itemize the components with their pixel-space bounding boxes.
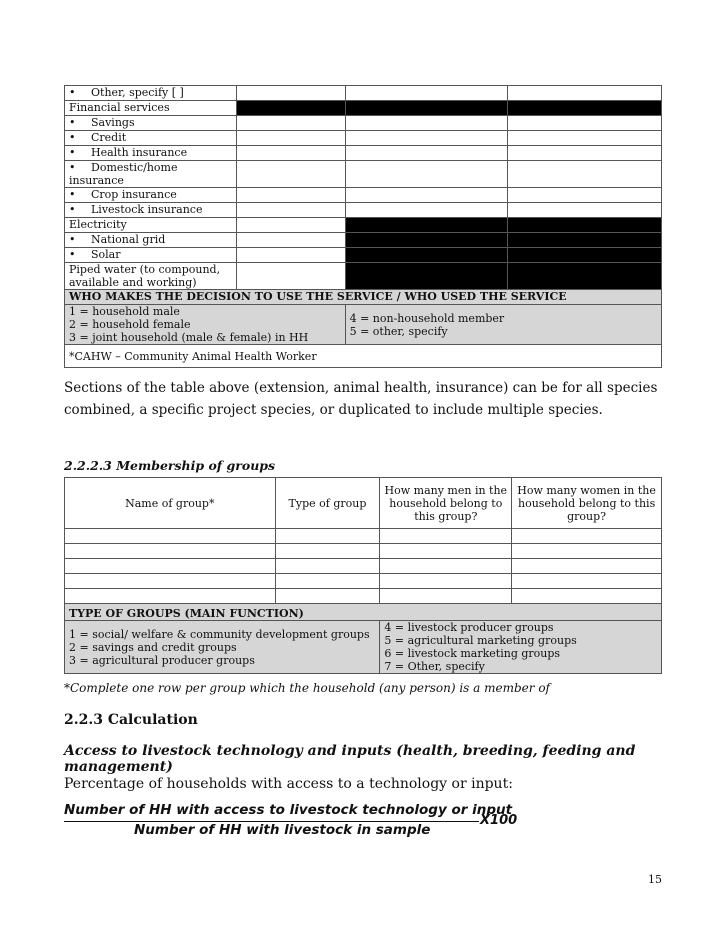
group-entry-cell bbox=[275, 574, 380, 589]
response-cell bbox=[236, 233, 345, 248]
group-entry-cell bbox=[65, 574, 276, 589]
response-cell bbox=[508, 203, 662, 218]
group-row bbox=[65, 574, 662, 589]
bullet-icon: • bbox=[69, 131, 76, 144]
decision-code: 1 = household male bbox=[69, 305, 180, 318]
response-cell bbox=[508, 86, 662, 101]
response-cell bbox=[508, 263, 662, 290]
group-type-code: 2 = savings and credit groups bbox=[69, 640, 237, 654]
service-label: Savings bbox=[91, 116, 135, 129]
service-row bbox=[65, 263, 662, 290]
group-types-header: TYPE OF GROUPS (MAIN FUNCTION) bbox=[65, 604, 662, 621]
group-type-code: 3 = agricultural producer groups bbox=[69, 653, 255, 667]
service-label-cell bbox=[65, 146, 237, 161]
group-row bbox=[65, 529, 662, 544]
service-label-cell bbox=[65, 188, 237, 203]
response-cell bbox=[345, 131, 508, 146]
bullet-icon: • bbox=[69, 86, 76, 99]
response-cell bbox=[236, 203, 345, 218]
service-label: National grid bbox=[91, 233, 166, 246]
group-row bbox=[65, 559, 662, 574]
bullet-icon: • bbox=[69, 248, 76, 261]
decision-code: 4 = non-household member bbox=[349, 311, 505, 325]
response-cell bbox=[236, 86, 345, 101]
bullet-icon: • bbox=[69, 233, 76, 246]
group-column-header: Type of group bbox=[275, 478, 380, 529]
group-entry-cell bbox=[65, 529, 276, 544]
service-row bbox=[65, 146, 662, 161]
service-label: Solar bbox=[91, 248, 121, 261]
response-cell bbox=[345, 146, 508, 161]
response-cell bbox=[236, 101, 345, 116]
bullet-icon: • bbox=[69, 146, 76, 159]
group-column-header: How many women in the household belong to this group? bbox=[512, 478, 662, 529]
group-type-code: 7 = Other, specify bbox=[384, 660, 485, 673]
response-cell bbox=[508, 116, 662, 131]
response-cell bbox=[345, 188, 508, 203]
group-type-code: 6 = livestock marketing groups bbox=[384, 647, 561, 660]
service-row bbox=[65, 116, 662, 131]
response-cell bbox=[345, 233, 508, 248]
group-entry-cell bbox=[65, 544, 276, 559]
response-cell bbox=[345, 116, 508, 131]
section-heading-2223: 2.2.2.3 Membership of groups bbox=[64, 458, 276, 473]
service-label-cell bbox=[65, 263, 237, 290]
service-label: Domestic/home insurance bbox=[69, 161, 178, 187]
service-label-cell bbox=[65, 233, 237, 248]
service-label-cell bbox=[65, 131, 237, 146]
response-cell bbox=[236, 248, 345, 263]
service-label: Health insurance bbox=[91, 146, 188, 159]
service-label-cell bbox=[65, 101, 237, 116]
service-row bbox=[65, 161, 662, 188]
decision-code: 2 = household female bbox=[69, 318, 191, 331]
response-cell bbox=[236, 161, 345, 188]
service-row bbox=[65, 131, 662, 146]
response-cell bbox=[508, 131, 662, 146]
decision-code: 5 = other, specify bbox=[349, 324, 448, 338]
service-label: Crop insurance bbox=[91, 188, 177, 201]
service-label: Financial services bbox=[69, 101, 170, 114]
service-row bbox=[65, 203, 662, 218]
response-cell bbox=[508, 248, 662, 263]
group-type-code: 4 = livestock producer groups bbox=[384, 621, 554, 634]
response-cell bbox=[236, 116, 345, 131]
service-row bbox=[65, 233, 662, 248]
response-cell bbox=[508, 146, 662, 161]
service-label-cell bbox=[65, 248, 237, 263]
group-entry-cell bbox=[275, 544, 380, 559]
group-entry-cell bbox=[512, 544, 662, 559]
group-entry-cell bbox=[380, 529, 512, 544]
response-cell bbox=[345, 248, 508, 263]
group-entry-cell bbox=[512, 559, 662, 574]
service-label-cell bbox=[65, 116, 237, 131]
decision-codes-left bbox=[65, 305, 346, 345]
note-paragraph: Sections of the table above (extension, animal health, insurance) can be for all species combined, a specific project species, or duplicated to include multiple species. bbox=[64, 380, 658, 418]
service-label: Electricity bbox=[69, 218, 127, 231]
response-cell bbox=[345, 101, 508, 116]
response-cell bbox=[236, 188, 345, 203]
groups-table bbox=[64, 477, 662, 674]
response-cell bbox=[508, 218, 662, 233]
service-label: Livestock insurance bbox=[91, 203, 203, 216]
group-column-header: Name of group* bbox=[65, 478, 276, 529]
service-row bbox=[65, 86, 662, 101]
group-row bbox=[65, 544, 662, 559]
group-entry-cell bbox=[380, 544, 512, 559]
cahw-footnote: *CAHW – Community Animal Health Worker bbox=[65, 345, 662, 368]
service-label-cell bbox=[65, 218, 237, 233]
formula-denominator: Number of HH with livestock in sample bbox=[134, 822, 431, 838]
page-number: 15 bbox=[648, 873, 662, 886]
group-type-code: 1 = social/ welfare & community development groups bbox=[69, 627, 370, 641]
service-label-cell bbox=[65, 161, 237, 188]
decision-code: 3 = joint household (male & female) in HH bbox=[69, 331, 309, 344]
response-cell bbox=[345, 86, 508, 101]
response-cell bbox=[236, 263, 345, 290]
formula-intro: Percentage of households with access to a technology or input: bbox=[64, 776, 513, 792]
services-table bbox=[64, 85, 662, 368]
group-entry-cell bbox=[512, 589, 662, 604]
subheading: Access to livestock technology and inputs (health, breeding, feeding and management) bbox=[64, 743, 636, 775]
group-types-right bbox=[380, 621, 662, 674]
service-row bbox=[65, 248, 662, 263]
service-label: Credit bbox=[91, 131, 127, 144]
group-entry-cell bbox=[275, 559, 380, 574]
bullet-icon: • bbox=[69, 161, 76, 174]
response-cell bbox=[236, 146, 345, 161]
response-cell bbox=[508, 161, 662, 188]
group-entry-cell bbox=[65, 589, 276, 604]
group-entry-cell bbox=[512, 574, 662, 589]
group-entry-cell bbox=[275, 589, 380, 604]
bullet-icon: • bbox=[69, 188, 76, 201]
group-type-code: 5 = agricultural marketing groups bbox=[384, 634, 577, 647]
section-heading-223: 2.2.3 Calculation bbox=[64, 712, 198, 728]
response-cell bbox=[236, 218, 345, 233]
service-label-cell bbox=[65, 86, 237, 101]
bullet-icon: • bbox=[69, 203, 76, 216]
formula-numerator: Number of HH with access to livestock technology or input bbox=[64, 802, 513, 818]
service-label: Other, specify [ ] bbox=[91, 86, 184, 99]
group-entry-cell bbox=[65, 559, 276, 574]
group-entry-cell bbox=[512, 529, 662, 544]
group-row bbox=[65, 589, 662, 604]
group-entry-cell bbox=[380, 559, 512, 574]
service-row bbox=[65, 218, 662, 233]
response-cell bbox=[236, 131, 345, 146]
response-cell bbox=[345, 161, 508, 188]
bullet-icon: • bbox=[69, 116, 76, 129]
group-table-footnote: *Complete one row per group which the household (any person) is a member of bbox=[64, 681, 550, 695]
service-label: Piped water (to compound, available and working) bbox=[69, 263, 221, 289]
response-cell bbox=[345, 218, 508, 233]
decision-header: WHO MAKES THE DECISION TO USE THE SERVICE / WHO USED THE SERVICE bbox=[65, 290, 662, 305]
decision-codes-right bbox=[345, 305, 661, 345]
group-types-left bbox=[65, 621, 380, 674]
service-row bbox=[65, 188, 662, 203]
response-cell bbox=[508, 188, 662, 203]
response-cell bbox=[508, 101, 662, 116]
formula-multiplier: X100 bbox=[480, 813, 518, 828]
group-entry-cell bbox=[275, 529, 380, 544]
response-cell bbox=[345, 203, 508, 218]
group-column-header: How many men in the household belong to this group? bbox=[380, 478, 512, 529]
response-cell bbox=[508, 233, 662, 248]
group-entry-cell bbox=[380, 574, 512, 589]
service-row bbox=[65, 101, 662, 116]
group-entry-cell bbox=[380, 589, 512, 604]
percentage-formula bbox=[64, 802, 534, 844]
service-label-cell bbox=[65, 203, 237, 218]
response-cell bbox=[345, 263, 508, 290]
